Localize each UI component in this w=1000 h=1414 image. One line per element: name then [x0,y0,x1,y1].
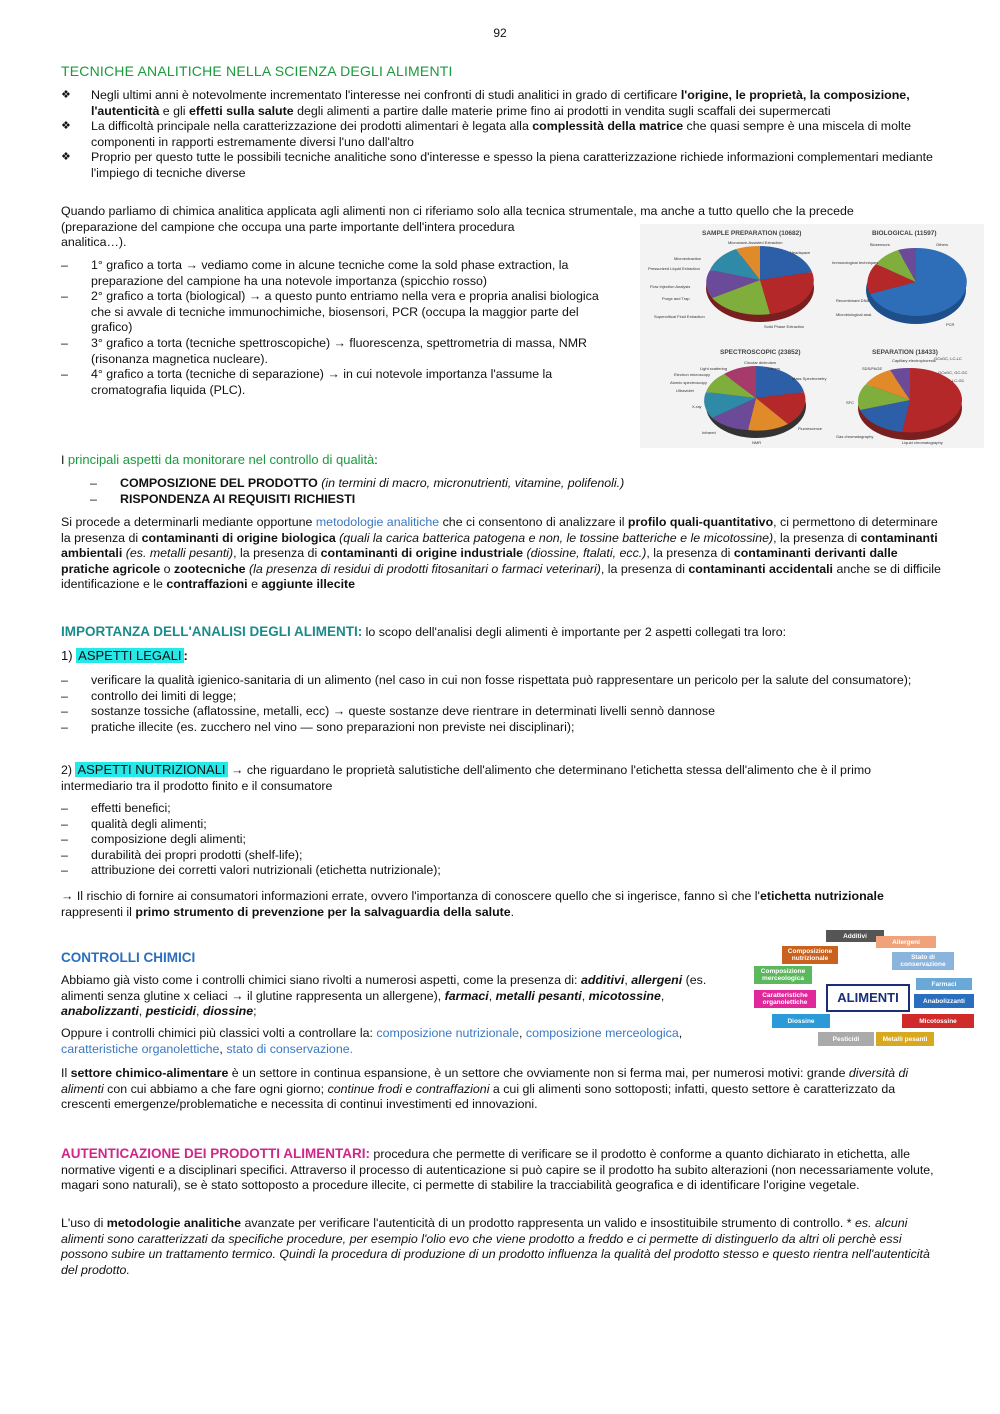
svg-text:Electron microscopy: Electron microscopy [674,372,711,377]
svg-text:Microbiological anal.: Microbiological anal. [836,312,873,317]
pie-biological [832,242,967,327]
authentication-paragraph: AUTENTICAZIONE DEI PRODOTTI ALIMENTARI: procedura che permette di verificare se il prodotto è conforme a quanto dichiarato in etichetta, alle normative vigenti e a disciplinari specifici. Attraverso il processo di autenticazione si può capire se il prodotto ha subito alterazioni (non necessariamente volute, magari sono naturali), se è stato sottoposto a procedure illecite, ci permette di stabilire la tracciabilità geografica e di identificare l'origine vegetale. [61,1146,934,1193]
pie-sample-preparation [648,240,814,329]
list-item: – attribuzione dei corretti valori nutrizionali (etichetta nutrizionale); [61,863,941,879]
svg-text:GCxGC, GC-GC: GCxGC, GC-GC [938,370,968,375]
tag-allergeni: Allergeni [876,936,936,948]
list-item: – qualità degli alimenti; [61,817,941,833]
svg-text:Flow Injection Analysis: Flow Injection Analysis [650,284,691,289]
svg-text:Infrared: Infrared [702,430,716,435]
svg-text:Circular dichroism: Circular dichroism [744,360,777,365]
list-item: – 3° grafico a torta (tecniche spettroscopiche) → fluorescenza, spettrometria di massa, NMR (risonanza magnetica nucleare). [61,336,616,367]
svg-text:Capillary electrophoresis: Capillary electrophoresis [892,358,936,363]
list-item: – effetti benefici; [61,801,941,817]
svg-text:Others: Others [768,366,781,371]
bullet-item: ❖ La difficoltà principale nella caratterizzazione dei prodotti alimentari è legata alla complessità della matrice che quasi sempre è una miscela di molte componenti in rapporti estremamente diversi l'uno dall'altro [61,119,941,150]
pie-title: SPECTROSCOPIC (23852) [720,349,801,356]
svg-text:Others: Others [936,242,949,247]
svg-text:Atomic spectroscopy: Atomic spectroscopy [670,380,707,385]
svg-text:X-ray: X-ray [692,404,702,409]
list-item: – 2° grafico a torta (biological) → a questo punto entriamo nella vera e propria analisi biologica che si avvale di tecniche immunochimiche, biosensori, PCR (occupa la maggior parte del grafico) [61,289,616,336]
svg-text:Microwave-Assisted Extraction: Microwave-Assisted Extraction [728,240,783,245]
legal-aspects-label: 1) ASPETTI LEGALI : [61,648,188,663]
svg-text:Immunological techniques: Immunological techniques [832,260,879,265]
svg-text:Gas chromatography: Gas chromatography [836,434,874,439]
list-item: – controllo dei limiti di legge; [61,689,941,705]
tag-stato-conservazione: Stato di conservazione [892,952,954,970]
intro-paragraph: Quando parliamo di chimica analitica applicata agli alimenti non ci riferiamo solo alla tecnica strumentale, ma anche a tutto quello che la precede (preparazione del campione che occupa una parte importante dell'intera procedura analitica…). [61,204,854,250]
list-item: – verificare la qualità igienico-sanitaria di un alimento (nel caso in cui non fosse rispettata può rappresentare un pericolo per la salute del consumatore); [61,673,941,689]
highlight-label: ASPETTI NUTRIZIONALI [77,762,226,777]
pie-separation [836,356,968,445]
pie-title: BIOLOGICAL (11597) [872,230,937,237]
tag-additivi: Additivi [826,930,884,942]
svg-text:Light scattering: Light scattering [700,366,728,371]
bullet-item: ❖ Proprio per questo tutte le possibili tecniche analitiche sono d'interesse e spesso la piena caratterizzazione richiede informazioni complementari mediante l'impiego di tecniche diverse [61,150,941,181]
pie-spectroscopic [670,360,826,445]
tag-diossine: Diossine [772,1014,830,1028]
list-item: – 1° grafico a torta → vediamo come in alcune tecniche come la sold phase extraction, la preparazione del campione ha una notevole importanza (spicchio rosso) [61,258,616,289]
svg-text:SFC: SFC [846,400,854,405]
svg-text:LC-GC: LC-GC [952,378,965,383]
svg-text:SDS/PAGE: SDS/PAGE [862,366,883,371]
svg-text:GCxGC, LC-LC: GCxGC, LC-LC [934,356,962,361]
svg-text:Headspace: Headspace [790,250,811,255]
tag-metalli-pesanti: Metalli pesanti [876,1032,934,1046]
quality-control-list [61,476,941,507]
alimenti-diagram [752,928,976,1050]
svg-text:Microextraction: Microextraction [674,256,702,261]
tag-farmaci: Farmaci [916,978,972,990]
importance-heading: IMPORTANZA DELL'ANALISI DEGLI ALIMENTI: lo scopo dell'analisi degli alimenti è importante per 2 aspetti collegati tra loro: [61,624,787,639]
list-item: – 4° grafico a torta (tecniche di separazione) → in cui notevole importanza l'assume la cromatografia liquida (PLC). [61,367,616,398]
svg-text:Purge and Trap: Purge and Trap [662,296,690,301]
tecniche-bullets [61,88,941,182]
tag-composizione-merceologica: Composizione merceologica [754,966,812,984]
section-title: CONTROLLI CHIMICI [61,950,196,965]
section-title: TECNICHE ANALITICHE NELLA SCIENZA DEGLI ALIMENTI [61,63,453,79]
tag-anabolizzanti: Anabolizzanti [914,994,974,1008]
list-item: – durabilità dei propri prodotti (shelf-life); [61,848,941,864]
tag-caratteristiche-organolettiche: Caratteristiche organolettiche [754,990,816,1008]
section-title: IMPORTANZA DELL'ANALISI DEGLI ALIMENTI: [61,624,363,639]
bullet-item: ❖ Negli ultimi anni è notevolmente incrementato l'interesse nei confronti di studi analitici in grado di certificare l'origine, le proprietà, la composizione, l'autenticità e gli effetti sulla salute degli alimenti a partire dalle materie prime fino ai prodotti in vendita sugli scaffali dei supermercati [61,88,941,119]
tag-micotossine: Micotossine [902,1014,974,1028]
svg-text:Liquid chromatography: Liquid chromatography [902,440,943,445]
chemical-sector-paragraph: Il settore chimico-alimentare è un settore in continua espansione, è un settore che ovviamente non si ferma mai, per numerosi motivi: grande diversità di alimenti con cui abbiamo a che fare ogni giorno; continue frodi e contraffazioni a cui gli alimenti sono sottoposti; infatti, questo settore è caratterizzato da crescenti emergenze/problematiche e necessita di continui investimenti ed innovazioni. [61,1066,909,1112]
quality-control-paragraph: Si procede a determinarli mediante opportune metodologie analitiche che ci consentono di analizzare il profilo quali-quantitativo, ci permettono di determinare la presenza di contaminanti di origine biologica (quali la carica batterica patogena e non, le tossine batteriche e le micotossine), la presenza di contaminanti ambientali (es. metalli pesanti), la presenza di contaminanti di origine industriale (diossine, ftalati, ecc.), la presenza di contaminanti derivanti dalle pratiche agricole o zootecniche (la presenza di residui di prodotti fitosanitari o farmaci veterinari), la presenza di contaminanti accidentali anche se di difficile identificazione e le contraffazioni e aggiunte illecite [61,515,941,592]
list-item: – sostanze tossiche (aflatossine, metalli, ecc) → queste sostanze deve rientrare in determinati livelli sennò dannose [61,704,941,720]
nutritional-aspects-paragraph: 2) ASPETTI NUTRIZIONALI → che riguardano le proprietà salutistiche dell'alimento che determinano l'etichetta stessa dell'alimento che è il primo intermediario tra il prodotto finito e il consumatore [61,762,872,793]
svg-text:Mass Spectrometry: Mass Spectrometry [792,376,827,381]
list-item: – composizione degli alimenti; [61,832,941,848]
chemical-controls-p2: Oppure i controlli chimici più classici volti a controllare la: composizione nutrizionale, composizione merceologica, caratteristiche organolettiche, stato di conservazione. [61,1026,683,1056]
svg-text:Biosensors: Biosensors [870,242,890,247]
svg-text:Fluorescence: Fluorescence [798,426,823,431]
page-number: 92 [493,26,507,40]
quality-control-intro: I principali aspetti da monitorare nel controllo di qualità: [61,452,378,467]
tag-pesticidi: Pesticidi [818,1032,874,1046]
svg-text:Pressurized Liquid Extraction: Pressurized Liquid Extraction [648,266,700,271]
svg-text:PCR: PCR [946,322,955,327]
pie-title: SAMPLE PREPARATION (10682) [702,230,802,237]
nutrition-label-paragraph: → Il rischio di fornire ai consumatori informazioni errate, ovvero l'importanza di conoscere quello che si ingerisce, fanno sì che l'etichetta nutrizionale rappresenti il primo strumento di prevenzione per la salvaguardia della salute. [61,889,884,919]
chart-descriptions [61,258,616,398]
svg-text:Solid Phase Extraction: Solid Phase Extraction [764,324,805,329]
svg-text:Recombinant DNA: Recombinant DNA [836,298,870,303]
nutritional-aspects-list [61,801,941,879]
tag-composizione-nutrizionale: Composizione nutrizionale [782,946,838,964]
svg-text:NMR: NMR [752,440,762,445]
list-item: – RISPONDENZA AI REQUISITI RICHIESTI [61,492,941,508]
svg-text:Supercritical Fluid Extraction: Supercritical Fluid Extraction [654,314,705,319]
list-item: – COMPOSIZIONE DEL PRODOTTO (in termini di macro, micronutrienti, vitamine, polifenoli.) [61,476,941,492]
section-title: AUTENTICAZIONE DEI PRODOTTI ALIMENTARI: [61,1146,370,1161]
section-tecniche [61,64,941,80]
authentication-p2: L'uso di metodologie analitiche avanzate per verificare l'autenticità di un prodotto rappresenta un valido e insostituibile strumento di controllo. * es. alcuni alimenti sono caratterizzati da specifiche procedure, per esempio l'olio evo che viene prodotto a freddo e ci permette di distinguerlo da altri oli perchè essi possono subire un trattamento termico. Quindi la procedura di produzione di un prodotto influenza la qualità del prodotto stesso e questo rientra nell'autenticità del prodotto. [61,1216,930,1277]
legal-aspects-list [61,673,941,735]
highlight-label: ASPETTI LEGALI [78,648,182,663]
pie-title: SEPARATION (18433) [872,349,938,356]
center-label: ALIMENTI [826,984,910,1012]
list-item: – pratiche illecite (es. zucchero nel vino — sono preparazioni non previste nei disciplinari); [61,720,941,736]
svg-text:Ultraviolet: Ultraviolet [676,388,694,393]
pie-charts-figure [640,224,984,448]
chemical-controls-p1: Abbiamo già visto come i controlli chimici siano rivolti a numerosi aspetti, come la presenza di: additivi, allergeni (es. alimenti senza glutine x celiaci → il glutine rappresenta un allergene), farmaci, metalli pesanti, micotossine, anabolizzanti, pesticidi, diossine; [61,973,707,1019]
